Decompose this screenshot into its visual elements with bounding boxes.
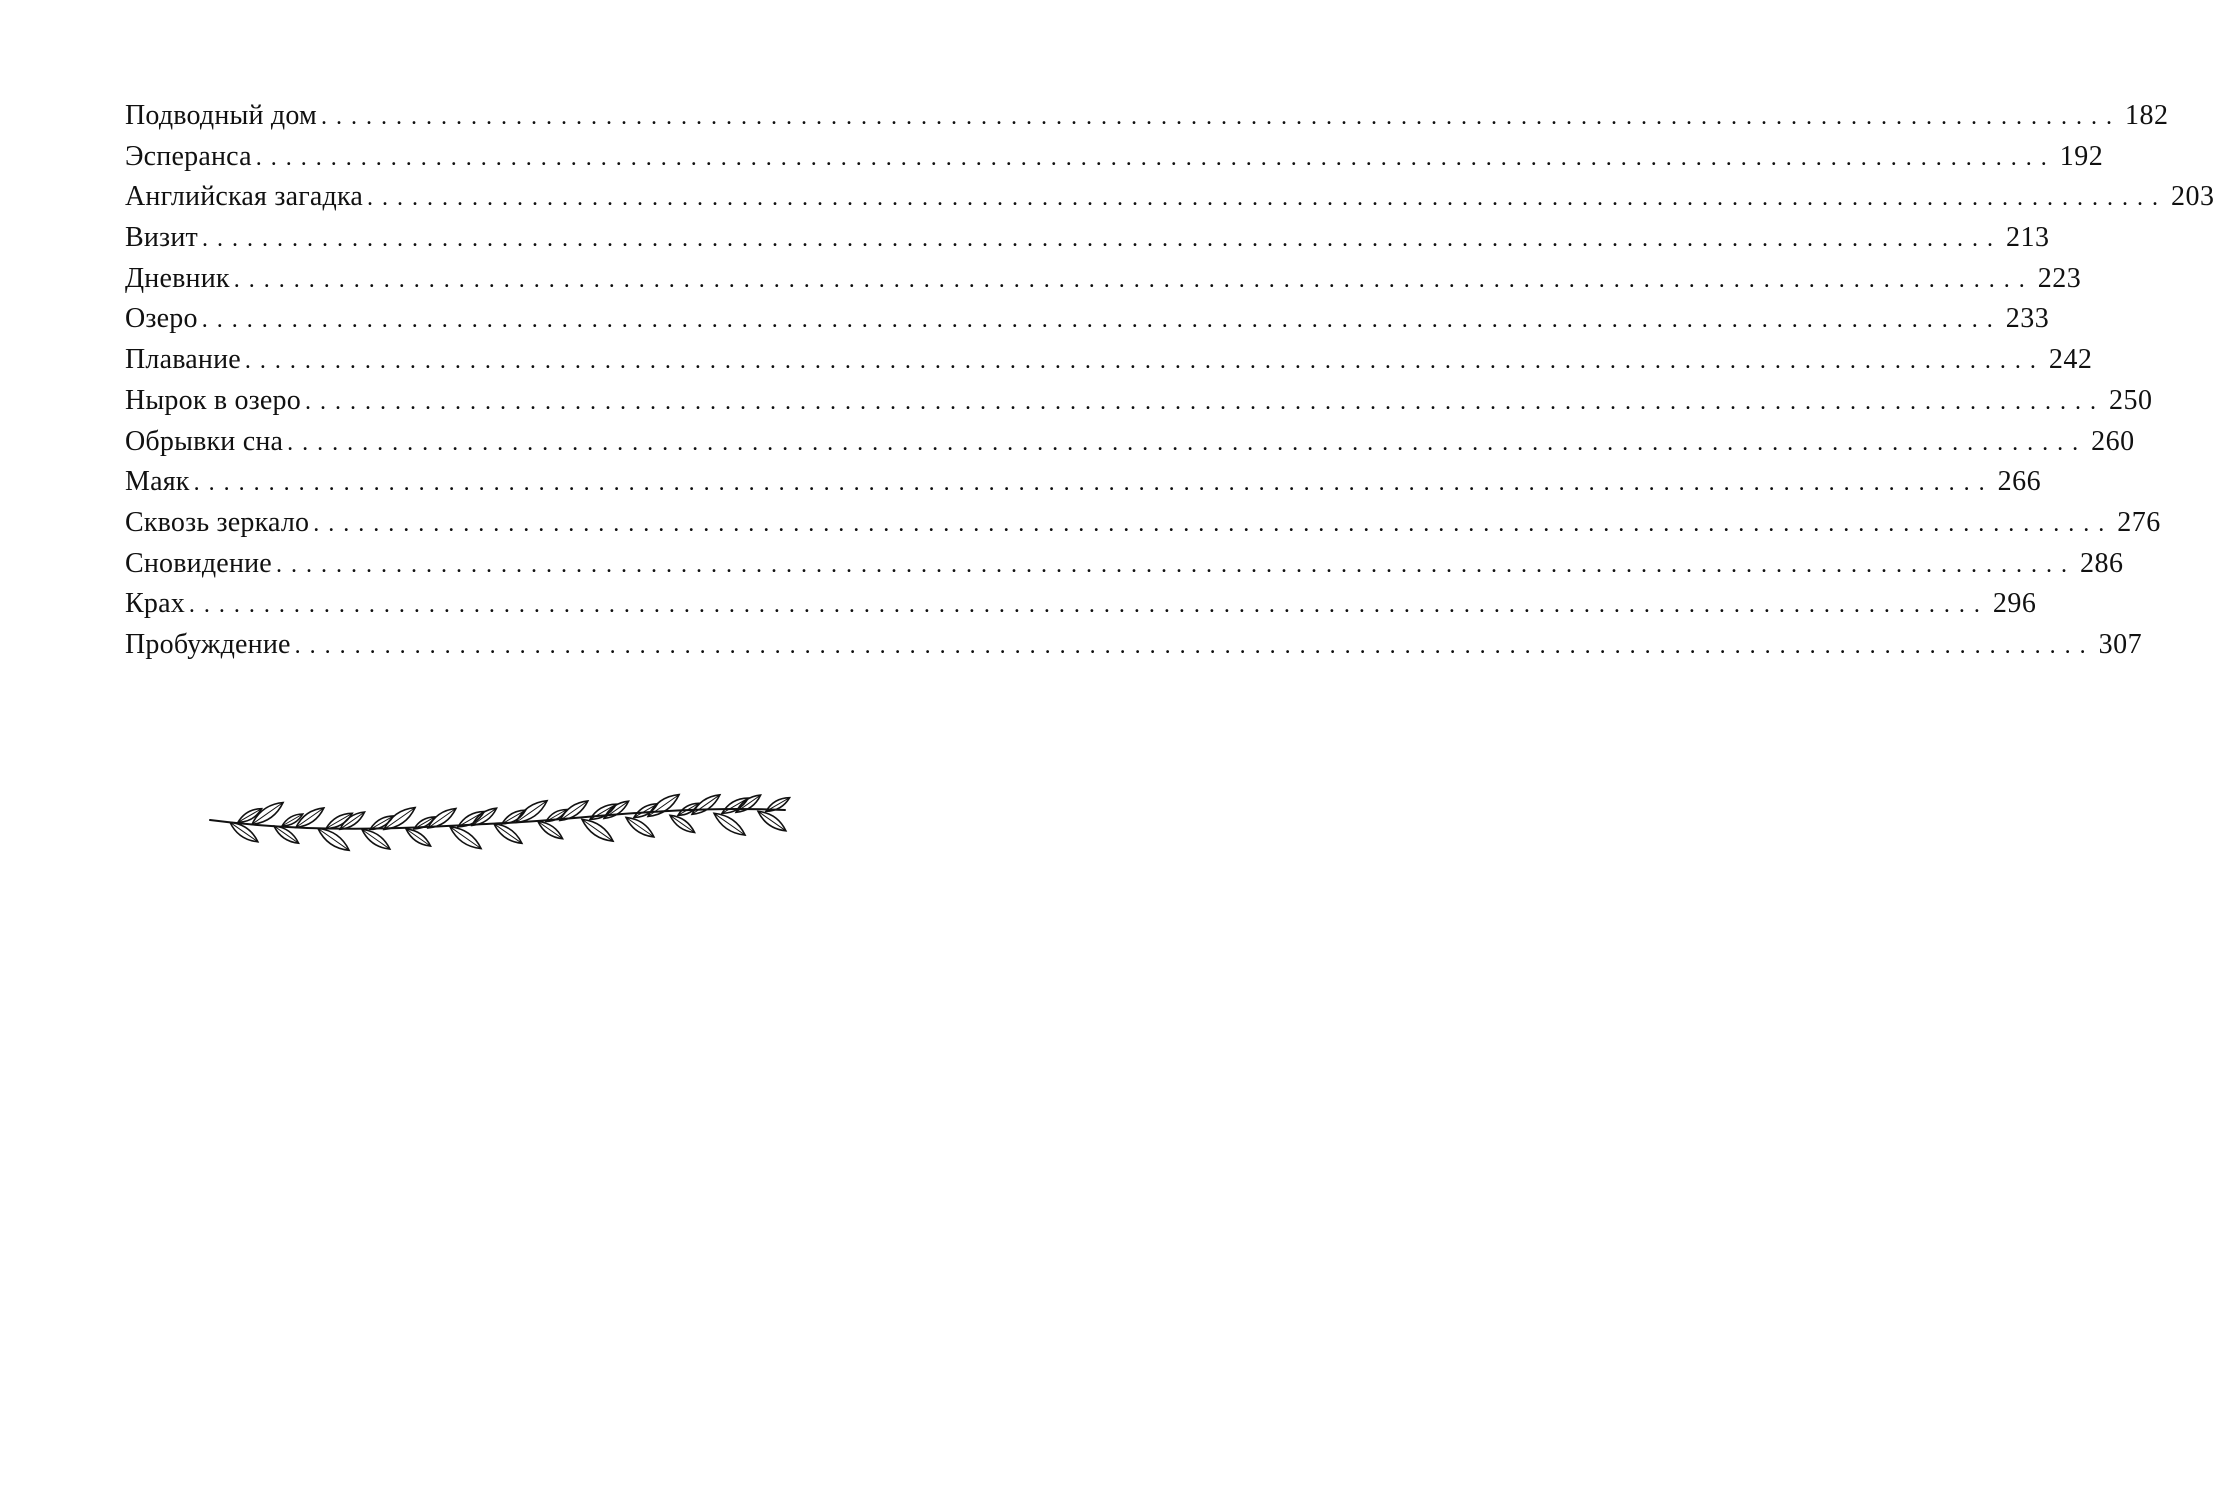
toc-entry-title: Дневник [125, 262, 230, 294]
toc-entry-title: Крах [125, 588, 185, 620]
toc-entry-title: Плавание [125, 344, 241, 376]
table-of-contents [125, 96, 2214, 666]
toc-entry[interactable] [125, 422, 2135, 463]
toc-entry[interactable] [125, 625, 2143, 666]
toc-entry-title: Пробуждение [125, 628, 291, 660]
dot-leader: ........................................................................................................................ [320, 104, 2121, 130]
dot-leader: ........................................................................................................................ [193, 470, 1994, 497]
toc-entry[interactable] [125, 503, 2161, 544]
toc-entry[interactable] [125, 96, 2169, 137]
toc-entry[interactable] [125, 299, 2050, 340]
toc-entry-page: 276 [2117, 506, 2161, 538]
dot-leader: ........................................................................................................................ [244, 348, 2045, 375]
toc-entry-title: Обрывки сна [125, 425, 284, 457]
toc-entry-page: 307 [2098, 628, 2143, 660]
dot-leader: ........................................................................................................................ [294, 632, 2095, 659]
dot-leader: ........................................................................................................................ [201, 226, 2002, 253]
toc-entry-page: 182 [2124, 100, 2169, 131]
toc-entry[interactable] [125, 462, 2042, 503]
dot-leader: ........................................................................................................................ [201, 307, 2002, 334]
dot-leader: ........................................................................................................................ [255, 144, 2056, 171]
toc-entry[interactable] [125, 544, 2124, 585]
olive-branch-icon [205, 765, 790, 875]
dot-leader: ........................................................................................................................ [287, 429, 2088, 456]
dot-leader: ........................................................................................................................ [275, 551, 2076, 578]
toc-entry-page: 250 [2108, 384, 2153, 416]
toc-entry[interactable] [125, 381, 2153, 422]
toc-entry-title: Английская загадка [125, 181, 363, 213]
toc-entry-title: Подводный дом [125, 100, 317, 131]
toc-entry-title: Озеро [125, 303, 198, 335]
toc-entry-title: Визит [125, 222, 198, 254]
dot-leader: ........................................................................................................................ [304, 388, 2105, 415]
toc-entry-page: 213 [2005, 222, 2050, 254]
dot-leader: ........................................................................................................................ [233, 266, 2034, 293]
toc-entry-page: 233 [2005, 303, 2050, 335]
toc-entry-page: 266 [1997, 466, 2042, 498]
toc-entry[interactable] [125, 218, 2050, 259]
dot-leader: ........................................................................................................................ [366, 185, 2167, 212]
toc-entry-page: 286 [2079, 547, 2124, 579]
toc-entry-page: 223 [2037, 262, 2082, 294]
toc-entry-page: 296 [1992, 588, 2037, 620]
toc-entry[interactable] [125, 137, 2104, 178]
dot-leader: ........................................................................................................................ [313, 510, 2114, 537]
toc-entry-page: 192 [2059, 140, 2104, 172]
toc-entry-title: Сквозь зеркало [125, 506, 310, 538]
dot-leader: ........................................................................................................................ [188, 592, 1989, 619]
toc-entry-title: Сновидение [125, 547, 272, 579]
toc-entry[interactable] [125, 177, 2214, 218]
toc-entry-title: Эсперанса [125, 140, 252, 172]
toc-entry-page: 203 [2170, 181, 2214, 213]
toc-entry[interactable] [125, 259, 2082, 300]
toc-entry-page: 260 [2091, 425, 2135, 457]
toc-entry-title: Маяк [125, 466, 190, 498]
toc-entry-title: Нырок в озеро [125, 384, 301, 416]
toc-entry[interactable] [125, 584, 2037, 625]
toc-entry[interactable] [125, 340, 2093, 381]
toc-entry-page: 242 [2048, 344, 2093, 376]
